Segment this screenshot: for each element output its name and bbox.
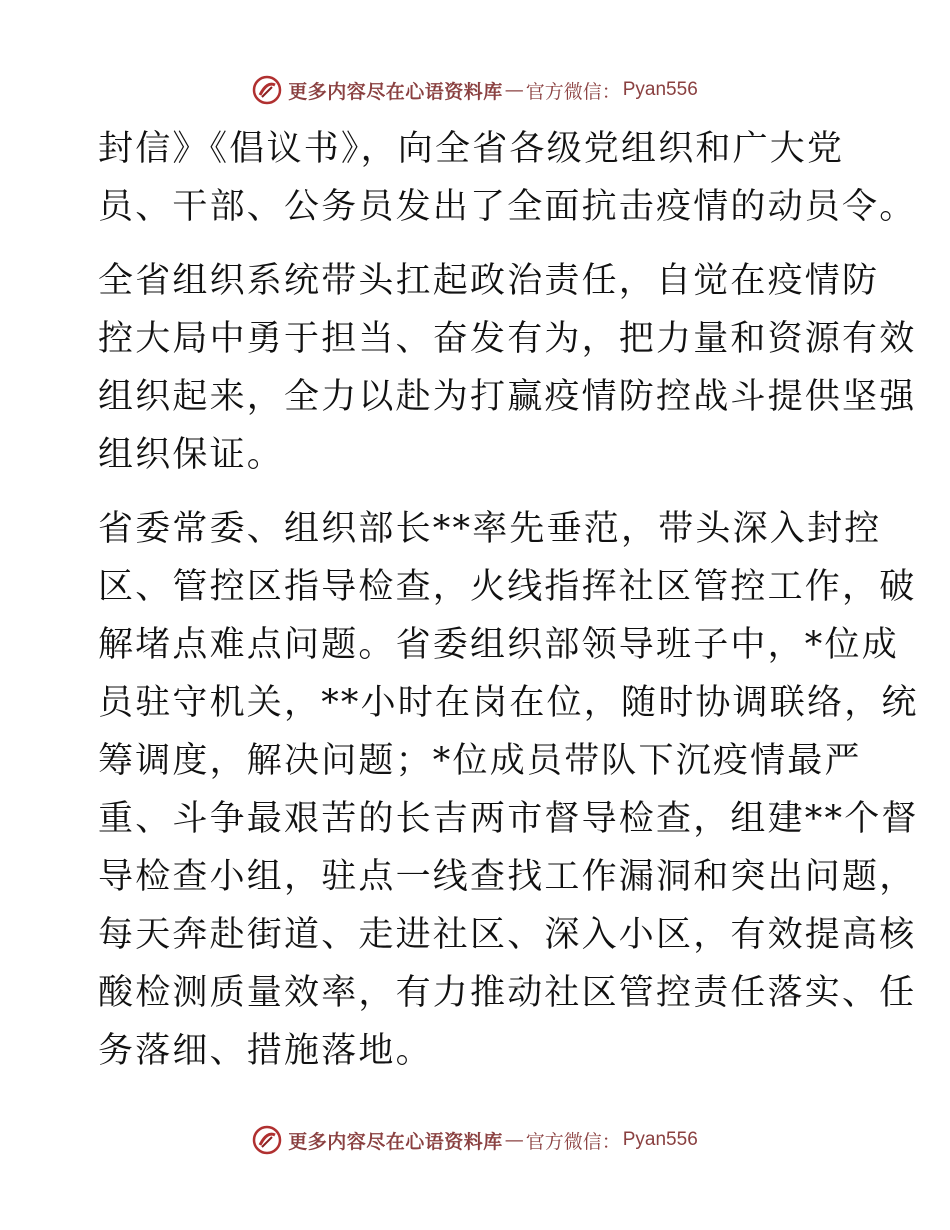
paragraph-2 [98,252,917,484]
text-line: 重、斗争最艰苦的长吉两市督导检查，组建**个督 [98,799,919,839]
footer-watermark [0,1120,950,1160]
text-line: 区、管控区指导检查，火线指挥社区管控工作，破 [98,567,917,607]
brand-logo-icon [252,1125,282,1155]
text-line: 全省组织系统带头扛起政治责任，自觉在疫情防 [98,261,880,301]
text-line: 组织保证。 [98,435,285,475]
watermark-id-text: Pyan556 [622,1129,698,1150]
watermark-sub-text: 官方微信： [525,80,621,103]
watermark-id-text: Pyan556 [622,79,698,100]
text-line: 酸检测质量效率，有力推动社区管控责任落实、任 [98,973,917,1013]
text-line: 每天奔赴街道、走进社区、深入小区，有效提高核 [98,915,917,955]
text-line: 员驻守机关，**小时在岗在位，随时协调联络，统 [98,683,919,723]
watermark-dash: — [504,1129,524,1151]
watermark-sub-text: 官方微信： [525,1130,621,1153]
text-line: 组织起来，全力以赴为打赢疫情防控战斗提供坚强 [98,377,917,417]
document-body [98,120,919,1096]
text-line: 控大局中勇于担当、奋发有为，把力量和资源有效 [98,319,917,359]
header-watermark [0,70,950,110]
text-line: 解堵点难点问题。省委组织部领导班子中，*位成 [98,625,899,665]
paragraph-1 [98,120,917,236]
text-line: 务落细、措施落地。 [98,1031,433,1071]
text-line: 导检查小组，驻点一线查找工作漏洞和突出问题， [98,857,917,897]
text-line: 筹调度，解决问题；*位成员带队下沉疫情最严 [98,741,862,781]
watermark-main-text: 更多内容尽在心语资料库 [288,1130,503,1153]
text-line: 省委常委、组织部长**率先垂范，带头深入封控 [98,509,882,549]
watermark-dash: — [504,79,524,101]
paragraph-3 [98,500,919,1080]
brand-logo-icon [252,75,282,105]
watermark-main-text: 更多内容尽在心语资料库 [288,80,503,103]
text-line: 封信》《倡议书》，向全省各级党组织和广大党 [98,129,845,169]
text-line: 员、干部、公务员发出了全面抗击疫情的动员令。 [98,187,917,227]
